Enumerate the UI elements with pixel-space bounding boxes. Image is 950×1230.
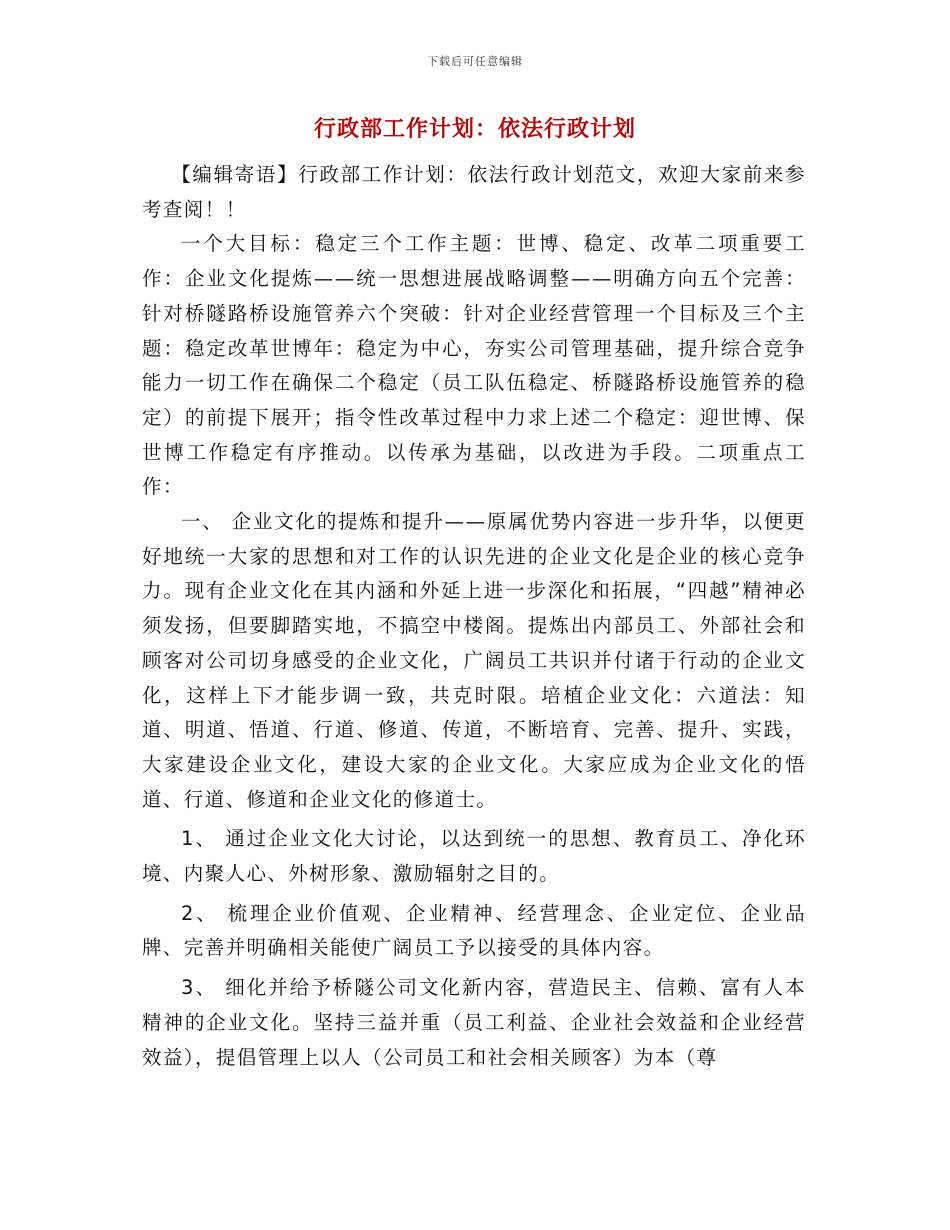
paragraph-section-one: 一、 企业文化的提炼和提升——原属优势内容进一步升华，以便更好地统一大家的思想和对工作的认识先进的企业文化是企业的核心竞争力。现有企业文化在其内涵和外延上进一步深化和拓展，“四越”精神必须发扬，但要脚踏实地，不搞空中楼阁。提炼出内部员工、外部社会和顾客对公司切身感受的企业文化，广阔员工共识并付诸于行动的企业文化，这样上下才能步调一致，共克时限。培植企业文化：六道法：知道、明道、悟道、行道、修道、传道，不断培育、完善、提升、实践，大家建设企业文化，建设大家的企业文化。大家应成为企业文化的悟道、行道、修道和企业文化的修道士。 [142, 510, 806, 811]
paragraph-item-2: 2、 梳理企业价值观、企业精神、经营理念、企业定位、企业品牌、完善并明确相关能使广阔员工予以接受的具体内容。 [142, 901, 806, 960]
paragraph-item-3: 3、 细化并给予桥隧公司文化新内容，营造民主、信赖、富有人本精神的企业文化。坚持三益并重（员工利益、企业社会效益和企业经营效益），提倡管理上以人（公司员工和社会相关顾客）为本（尊 [142, 976, 806, 1069]
document-title: 行政部工作计划：依法行政计划 [313, 116, 636, 142]
document-body [142, 158, 806, 1075]
header-note: 下载后可任意编辑 [427, 55, 523, 68]
paragraph-item-1: 1、 通过企业文化大讨论，以达到统一的思想、教育员工、净化环境、内聚人心、外树形象、激励辐射之目的。 [142, 827, 806, 886]
paragraph-overview: 一个大目标：稳定三个工作主题：世博、稳定、改革二项重要工作：企业文化提炼——统一思想进展战略调整——明确方向五个完善：针对桥隧路桥设施管养六个突破：针对企业经营管理一个目标及三个主题：稳定改革世博年：稳定为中心，夯实公司管理基础，提升综合竞争能力一切工作在确保二个稳定（员工队伍稳定、桥隧路桥设施管养的稳定）的前提下展开；指令性改革过程中力求上述二个稳定：迎世博、保世博工作稳定有序推动。以传承为基础，以改进为手段。二项重点工作： [142, 232, 806, 499]
paragraph-editor-note: 【编辑寄语】行政部工作计划：依法行政计划范文，欢迎大家前来参考查阅！！ [142, 163, 806, 221]
